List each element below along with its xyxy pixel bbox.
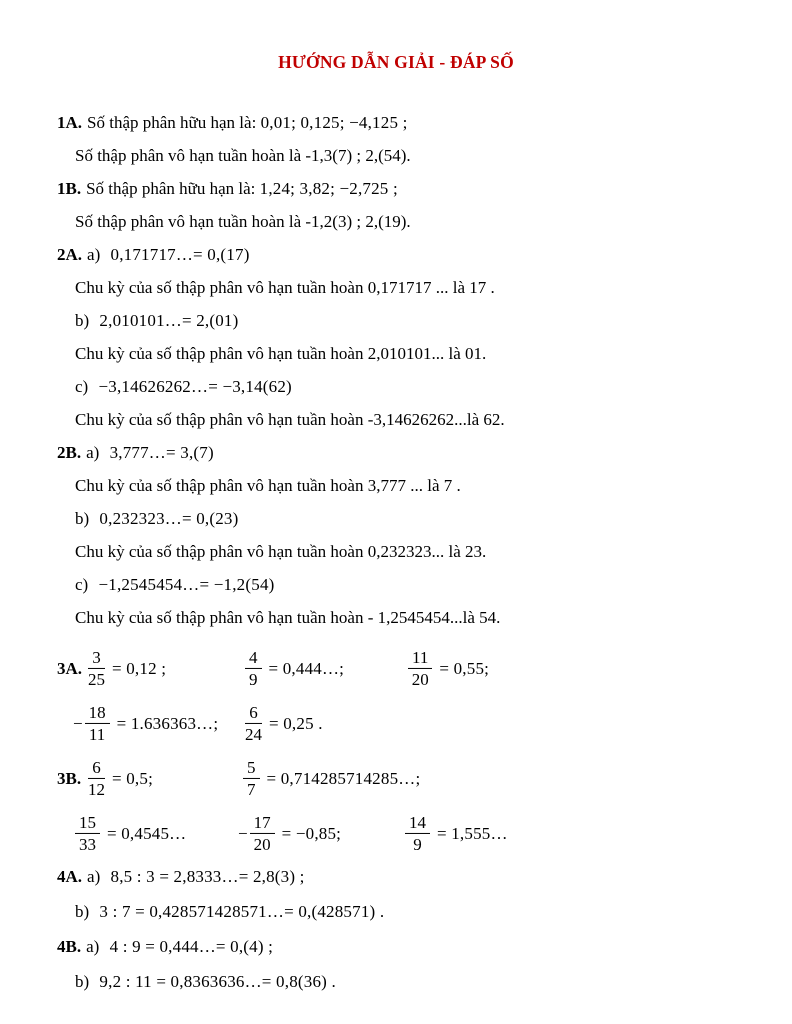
solution-line: [57, 509, 756, 528]
fraction: [75, 812, 100, 854]
solution-line: [57, 113, 756, 132]
sub-item-label: b): [75, 902, 90, 921]
fraction-equation: [88, 647, 166, 689]
line-text: Số thập phân vô hạn tuần hoàn là -1,2(3) ; 2,(19).: [75, 212, 411, 231]
solution-line: [57, 542, 756, 561]
solution-line: [57, 146, 756, 165]
fraction: [250, 812, 275, 854]
minus-sign: −: [73, 713, 83, 733]
fraction-numerator: 3: [88, 647, 105, 669]
line-text: Chu kỳ của số thập phân vô hạn tuần hoàn 3,777 ... là 7 .: [75, 476, 461, 495]
line-text: Chu kỳ của số thập phân vô hạn tuần hoàn 0,171717 ... là 17 .: [75, 278, 495, 297]
sub-item-label: c): [75, 575, 89, 594]
math-expression: 8,5 : 3 = 2,8333…= 2,8(3) ;: [110, 867, 305, 886]
solution-line: [57, 575, 756, 594]
solution-line: [57, 344, 756, 363]
item-label: 2B.: [57, 443, 82, 462]
item-label: 1B.: [57, 179, 82, 198]
fraction-equation: [73, 702, 218, 744]
solution-line: [57, 377, 756, 396]
math-expression: 4 : 9 = 0,444…= 0,(4) ;: [109, 937, 274, 956]
math-expression: 0,232323…= 0,(23): [99, 509, 239, 528]
solution-line: [57, 443, 756, 462]
solution-line: [57, 867, 756, 886]
line-text: Chu kỳ của số thập phân vô hạn tuần hoàn 2,010101... là 01.: [75, 344, 487, 363]
fraction-numerator: 18: [85, 702, 110, 724]
sub-item-label: c): [75, 377, 89, 396]
item-label: 2A.: [57, 245, 83, 264]
fraction-result: = 0,444…;: [268, 658, 345, 678]
fraction-denominator: 25: [88, 670, 105, 689]
page-title: HƯỚNG DẪN GIẢI - ĐÁP SỐ: [278, 52, 514, 72]
fraction-denominator: 20: [411, 670, 429, 689]
fraction: [88, 757, 105, 799]
solution-line: [57, 212, 756, 231]
fraction-equation: [405, 812, 508, 854]
sub-item-label: a): [87, 867, 101, 886]
item-label: 3A.: [57, 658, 83, 678]
fraction-equation: [75, 812, 186, 854]
sub-item-label: a): [86, 937, 100, 956]
fraction-denominator: 9: [249, 670, 258, 689]
fraction-denominator: 11: [88, 725, 106, 744]
math-expression: 9,2 : 11 = 0,8363636…= 0,8(36) .: [99, 972, 336, 991]
line-text: Số thập phân hữu hạn là:: [87, 113, 257, 132]
fraction: [405, 812, 430, 854]
fraction-equation: [243, 757, 420, 799]
line-text: Chu kỳ của số thập phân vô hạn tuần hoàn 0,232323... là 23.: [75, 542, 487, 561]
math-expression: −1,2545454…= −1,2(54): [98, 575, 275, 594]
math-expression: 3,777…= 3,(7): [109, 443, 214, 462]
sub-item-label: b): [75, 311, 90, 330]
fraction: [408, 647, 432, 689]
solution-line: [57, 179, 756, 198]
item-label: 4B.: [57, 937, 82, 956]
solution-line: [57, 245, 756, 264]
math-expression: 3 : 7 = 0,428571428571…= 0,(428571) .: [99, 902, 385, 921]
fraction: [243, 757, 260, 799]
fraction-result: = −0,85;: [281, 823, 342, 843]
fraction: [88, 647, 105, 689]
item-label: 4A.: [57, 867, 83, 886]
fraction-equation: [245, 702, 323, 744]
minus-sign: −: [238, 823, 248, 843]
solution-line: [57, 608, 756, 627]
fraction: [245, 647, 262, 689]
fraction-result: = 0,5;: [112, 768, 154, 788]
sub-item-label: a): [86, 443, 100, 462]
solution-content: [57, 113, 756, 991]
fraction-numerator: 15: [75, 812, 100, 834]
fraction-row: [57, 751, 756, 806]
line-text: Số thập phân vô hạn tuần hoàn là -1,3(7) ; 2,(54).: [75, 146, 411, 165]
fraction-numerator: 11: [408, 647, 432, 669]
fraction-denominator: 24: [245, 725, 262, 744]
fraction-result: = 1.636363…;: [116, 713, 219, 733]
solution-line: [57, 937, 756, 956]
fraction-row: [57, 806, 756, 861]
fraction-numerator: 17: [250, 812, 275, 834]
solution-line: [57, 972, 756, 991]
fraction-denominator: 20: [253, 835, 271, 854]
math-expression: −3,14626262…= −3,14(62): [98, 377, 292, 396]
fraction: [245, 702, 262, 744]
fraction-result: = 0,714285714285…;: [266, 768, 421, 788]
fraction-equation: [245, 647, 344, 689]
sub-item-label: a): [87, 245, 101, 264]
fraction-result: = 0,25 .: [269, 713, 323, 733]
solution-line: [57, 476, 756, 495]
line-text: Số thập phân hữu hạn là:: [86, 179, 256, 198]
fraction-denominator: 7: [247, 780, 256, 799]
fraction-numerator: 6: [245, 702, 262, 724]
math-expression: 0,01; 0,125; −4,125 ;: [260, 113, 408, 132]
solution-line: [57, 410, 756, 429]
fraction-equation: [88, 757, 153, 799]
fraction-numerator: 6: [88, 757, 105, 779]
item-label: 1A.: [57, 113, 83, 132]
fraction-numerator: 4: [245, 647, 262, 669]
math-expression: 2,010101…= 2,(01): [99, 311, 239, 330]
fraction-row: [57, 641, 756, 696]
math-expression: 1,24; 3,82; −2,725 ;: [259, 179, 398, 198]
solution-line: [57, 278, 756, 297]
fraction-row: [57, 696, 756, 751]
fraction-numerator: 14: [405, 812, 430, 834]
math-expression: 0,171717…= 0,(17): [110, 245, 250, 264]
fraction-denominator: 9: [413, 835, 422, 854]
line-text: Chu kỳ của số thập phân vô hạn tuần hoàn -3,14626262...là 62.: [75, 410, 505, 429]
fraction-denominator: 12: [88, 780, 105, 799]
fraction-result: = 0,4545…: [107, 823, 187, 843]
sub-item-label: b): [75, 509, 90, 528]
fraction-result: = 0,55;: [439, 658, 490, 678]
fraction: [85, 702, 110, 744]
fraction-equation: [238, 812, 341, 854]
item-label: 3B.: [57, 768, 82, 788]
sub-item-label: b): [75, 972, 90, 991]
fraction-numerator: 5: [243, 757, 260, 779]
fraction-equation: [408, 647, 489, 689]
solution-line: [57, 311, 756, 330]
fraction-result: = 0,12 ;: [112, 658, 167, 678]
fraction-result: = 1,555…: [437, 823, 508, 843]
line-text: Chu kỳ của số thập phân vô hạn tuần hoàn - 1,2545454...là 54.: [75, 608, 501, 627]
fraction-denominator: 33: [79, 835, 96, 854]
solution-line: [57, 902, 756, 921]
